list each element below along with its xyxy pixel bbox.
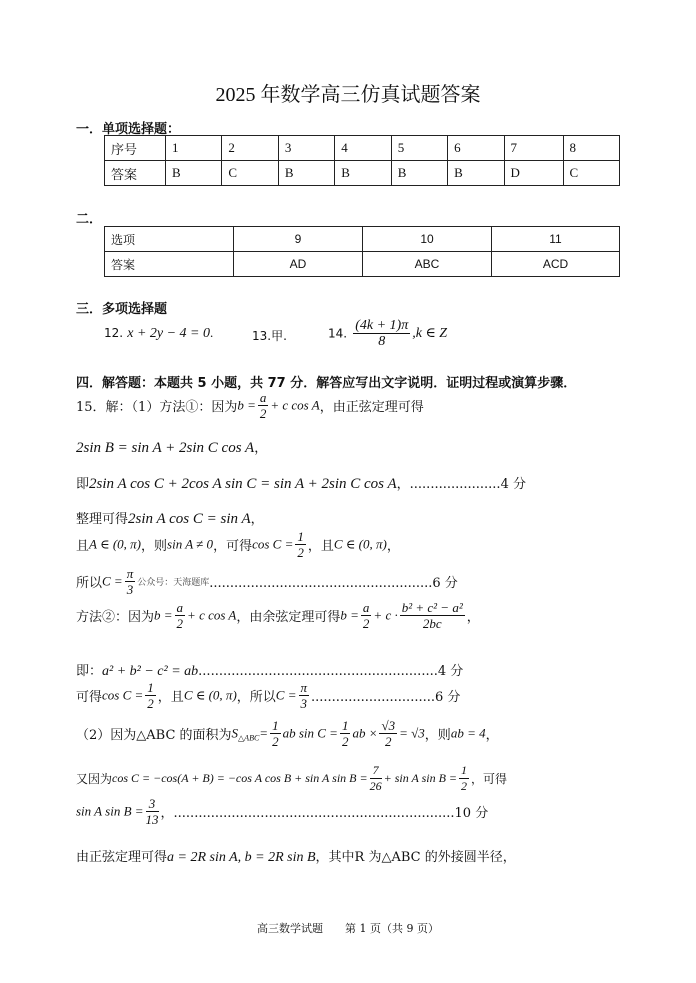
table-cell: 5	[391, 136, 447, 161]
watermark-text: 公众号：天海题库	[137, 578, 210, 588]
table-row	[105, 161, 620, 186]
solution-line-6: 所以C = $\frac{\pi}{3}$ 公众号：天海题库......................................................6 分	[76, 566, 458, 597]
solution-line-12: sin A sin B = $\frac{3}{13}$ ，....................................................................10 分	[76, 796, 489, 827]
table-cell: 选项	[105, 227, 234, 252]
table-cell: AD	[234, 252, 363, 277]
table-row	[105, 227, 620, 252]
q14-fraction: $\frac{(4k + 1)\pi}{8}$	[355, 318, 409, 349]
table-cell: B	[391, 161, 447, 186]
table-cell: 序号	[105, 136, 166, 161]
section-2-heading: 二．	[76, 212, 103, 227]
solution-line-9: 可得cos C = $\frac{1}{2}$ ，且C ∈ (0, π)，所以C = $\frac{\pi}{3}$ ..............................6 分	[76, 680, 461, 711]
table-cell: ACD	[492, 252, 620, 277]
table-cell: B	[166, 161, 222, 186]
table-cell: 7	[504, 136, 563, 161]
single-choice-table	[104, 135, 620, 186]
solution-line-13: 由正弦定理可得a = 2R sin A, b = 2R sin B，其中R 为△ABC 的外接圆半径，	[76, 850, 516, 865]
table-cell: D	[504, 161, 563, 186]
table-cell: 答案	[105, 252, 234, 277]
section-3-heading: 三．多项选择题	[76, 302, 168, 317]
table-row	[105, 136, 620, 161]
section-1-heading: 一．单项选择题：	[76, 122, 181, 137]
table-row	[105, 252, 620, 277]
table-cell: 1	[166, 136, 222, 161]
solution-line-1: 15．解：（1）方法①：因为b = $\frac{a}{2}$ + c cos A，由正弦定理可得	[76, 390, 424, 421]
answer-12	[104, 325, 213, 342]
solution-line-2: 2sin B = sin A + 2sin C cos A，	[76, 440, 268, 456]
answer-13: 13.甲.	[252, 329, 287, 343]
table-cell: 4	[335, 136, 391, 161]
table-cell: ABC	[363, 252, 492, 277]
table-cell: C	[222, 161, 278, 186]
page-title: 2025 年数学高三仿真试题答案	[215, 84, 481, 106]
solution-line-4: 整理可得2sin A cos C = sin A，	[76, 511, 264, 527]
section-4-heading: 四．解答题：本题共 5 小题，共 77 分．解答应写出文字说明．证明过程或演算步骤．	[76, 376, 577, 391]
solution-line-10: （2）因为△ABC 的面积为$S_{\triangle ABC}=$ $\frac{1}{2}$ ab sin C = $\frac{1}{2}$ ab × $\frac{√3}{2}$ = √3，则ab = 4，	[76, 718, 499, 749]
table-cell: 答案	[105, 161, 166, 186]
q12-end: .	[210, 325, 214, 340]
solution-line-3: 即2sin A cos C + 2cos A sin C = sin A + 2sin C cos A，......................4 分	[76, 476, 526, 492]
solution-line-11: 又因为cos C = −cos(A + B) = −cos A cos B + sin A sin B = $\frac{7}{26}$ + sin A sin B = $\frac{1}{2}$ ，可得	[76, 763, 508, 793]
table-cell: 9	[234, 227, 363, 252]
table-cell: 10	[363, 227, 492, 252]
q12-answer: x + 2y − 4 = 0	[127, 326, 211, 341]
table-cell: B	[278, 161, 334, 186]
solution-line-7: 方法②：因为b = $\frac{a}{2}$ + c cos A，由余弦定理可得b = $\frac{a}{2}$ + c · $\frac{\text{b² + c² − a²}}{2bc}$ ，	[76, 600, 480, 631]
q14-number: 14.	[328, 326, 348, 341]
table-cell: 8	[563, 136, 619, 161]
solution-line-5: 且A ∈ (0, π)，则sin A ≠ 0，可得cos C = $\frac{1}{2}$ ，且C ∈ (0, π)，	[76, 529, 400, 560]
solution-line-8: 即：a² + b² − c² = ab..........................................................4 分	[76, 664, 464, 679]
answer-14	[328, 318, 447, 349]
table-cell: 6	[448, 136, 504, 161]
table-cell: B	[448, 161, 504, 186]
table-cell: 11	[492, 227, 620, 252]
q12-number: 12.	[104, 326, 124, 340]
table-cell: 2	[222, 136, 278, 161]
table-cell: B	[335, 161, 391, 186]
multi-choice-table	[104, 226, 620, 277]
page-footer: 高三数学试题 第 1 页（共 9 页）	[257, 922, 439, 935]
table-cell: 3	[278, 136, 334, 161]
q14-tail: ,k ∈ Z	[412, 326, 448, 341]
table-cell: C	[563, 161, 619, 186]
